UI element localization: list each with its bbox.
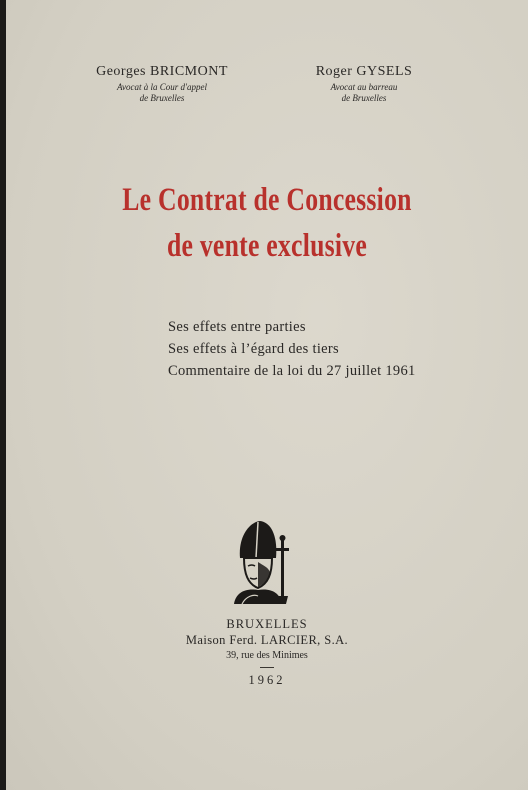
subtitle-line: Ses effets à l’égard des tiers [168,341,339,357]
publisher-address: 39, rue des Minimes [226,650,308,661]
subtitle-line: Ses effets entre parties [168,319,306,335]
publisher-city: BRUXELLES [226,617,308,631]
subtitle-list [168,316,416,382]
author-last-name: GYSELS [356,64,413,79]
author-role-line1: Avocat au barreau [330,82,398,92]
author-last-name: BRICMONT [150,64,228,79]
author-bricmont [92,64,232,104]
book-cover [6,0,528,790]
author-name [92,64,232,80]
author-gysels [304,64,424,104]
divider [260,667,274,668]
subtitle-line: Commentaire de la loi du 27 juillet 1961 [168,363,416,379]
author-name [304,64,424,80]
publisher-house: Maison Ferd. LARCIER, S.A. [185,633,349,647]
title-line-2: de vente exclusive [166,228,368,264]
author-first-name: Roger [315,64,353,79]
author-role-line2: de Bruxelles [139,93,185,103]
author-role-line1: Avocat à la Cour d'appel [117,82,207,92]
publication-year: 1962 [248,673,286,687]
author-role-line2: de Bruxelles [341,93,387,103]
author-first-name: Georges [96,64,146,79]
helmeted-knight-with-sword-icon [226,518,298,606]
title-line-1: Le Contrat de Concession [122,182,412,218]
author-role [304,82,424,104]
author-role [92,82,232,104]
publisher-block [6,617,528,688]
